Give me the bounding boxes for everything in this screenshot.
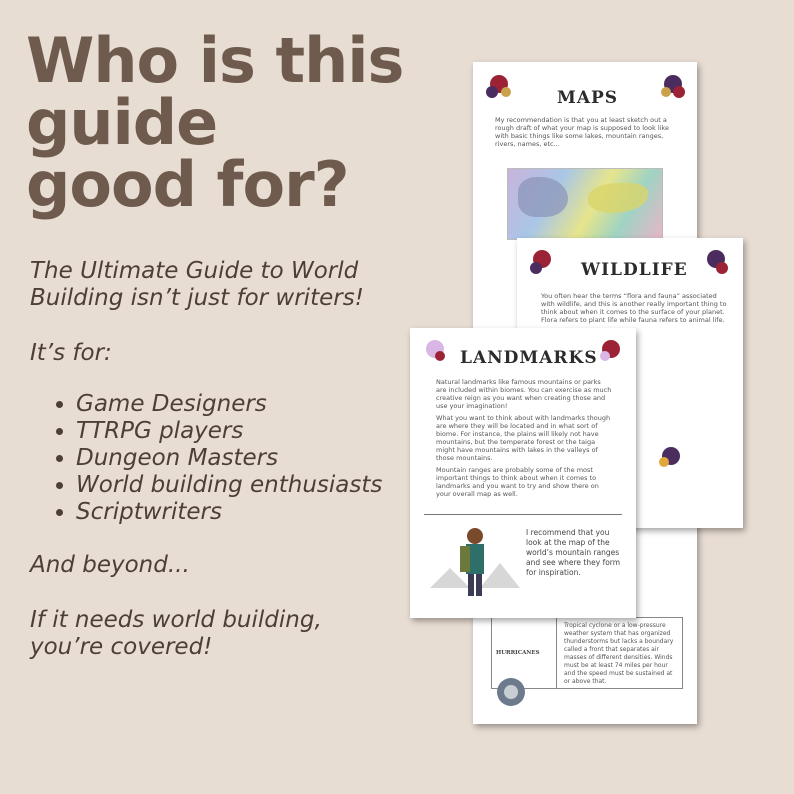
list-item: • World building enthusiasts (76, 472, 390, 499)
list-item: • Dungeon Masters (76, 445, 390, 472)
table-divider (556, 618, 557, 688)
page-preview-landmarks (410, 328, 636, 618)
list-item: • Game Designers (76, 391, 390, 418)
map-image (507, 168, 663, 240)
intro-text: The Ultimate Guide to World Building isn’t just for writers! (30, 258, 364, 311)
flower-icon (420, 336, 450, 366)
flower-icon (655, 442, 687, 472)
flower-icon (657, 70, 689, 102)
hurricane-illustration (493, 670, 533, 716)
hurricanes-description: Tropical cyclone or a low-pressure weather system that has organized thunderstorms but lacks a boundary called a front that separates air masses of different densities. Winds must be at least 74 miles per hour and the speed must be sustained at or above that. (564, 622, 674, 685)
page-body-text: My recommendation is that you at least sketch out a rough draft of what your map is supposed to look like with basic things like some lakes, mountain ranges, rivers, names, etc... (495, 116, 669, 148)
flower-icon (596, 336, 626, 366)
flower-icon (527, 246, 557, 278)
hurricanes-label: HURRICANES (496, 650, 540, 656)
for-label: It’s for: (30, 340, 112, 366)
page-title: WILDLIFE (581, 260, 688, 280)
map-landmass (588, 183, 648, 213)
page-body-text: Mountain ranges are probably some of the most important things to think about when it comes to landmarks and you want to try and show there on your overall map as well. (436, 466, 599, 498)
map-landmass (518, 177, 568, 217)
page-body-text: Natural landmarks like famous mountains or parks are included within biomes. You can exercise as much creative reign as you want when creating those and use your imagination! (436, 378, 612, 410)
flower-icon (701, 246, 731, 278)
page-body-text: What you want to think about with landmarks though are where they will be located and in what sort of biome. For instance, the plains will likely not have mountains, but the temperate forest or the taiga might have mountains with lakes in the valleys of those mountains. (436, 414, 611, 462)
headline: Who is this guide good for? (26, 24, 404, 221)
page-title: MAPS (557, 88, 619, 108)
hiker-illustration (430, 508, 520, 608)
audience-list (30, 391, 390, 526)
closing-text: If it needs world building, you’re covered! (30, 607, 322, 660)
list-item: • TTRPG players (76, 418, 390, 445)
callout-text: I recommend that you look at the map of the world’s mountain ranges and see where they form for inspiration. (526, 528, 621, 577)
beyond-text: And beyond... (30, 552, 190, 578)
intro-text-block (30, 258, 390, 661)
page-title: LANDMARKS (460, 348, 598, 368)
list-item: • Scriptwriters (76, 499, 390, 526)
page-body-text: You often hear the terms “flora and fauna” associated with wildlife, and this is another really important thing to think about when it comes to the surface of your planet. Flora refers to plant life while fauna refers to animal life. (541, 292, 727, 324)
flower-icon (483, 70, 515, 102)
